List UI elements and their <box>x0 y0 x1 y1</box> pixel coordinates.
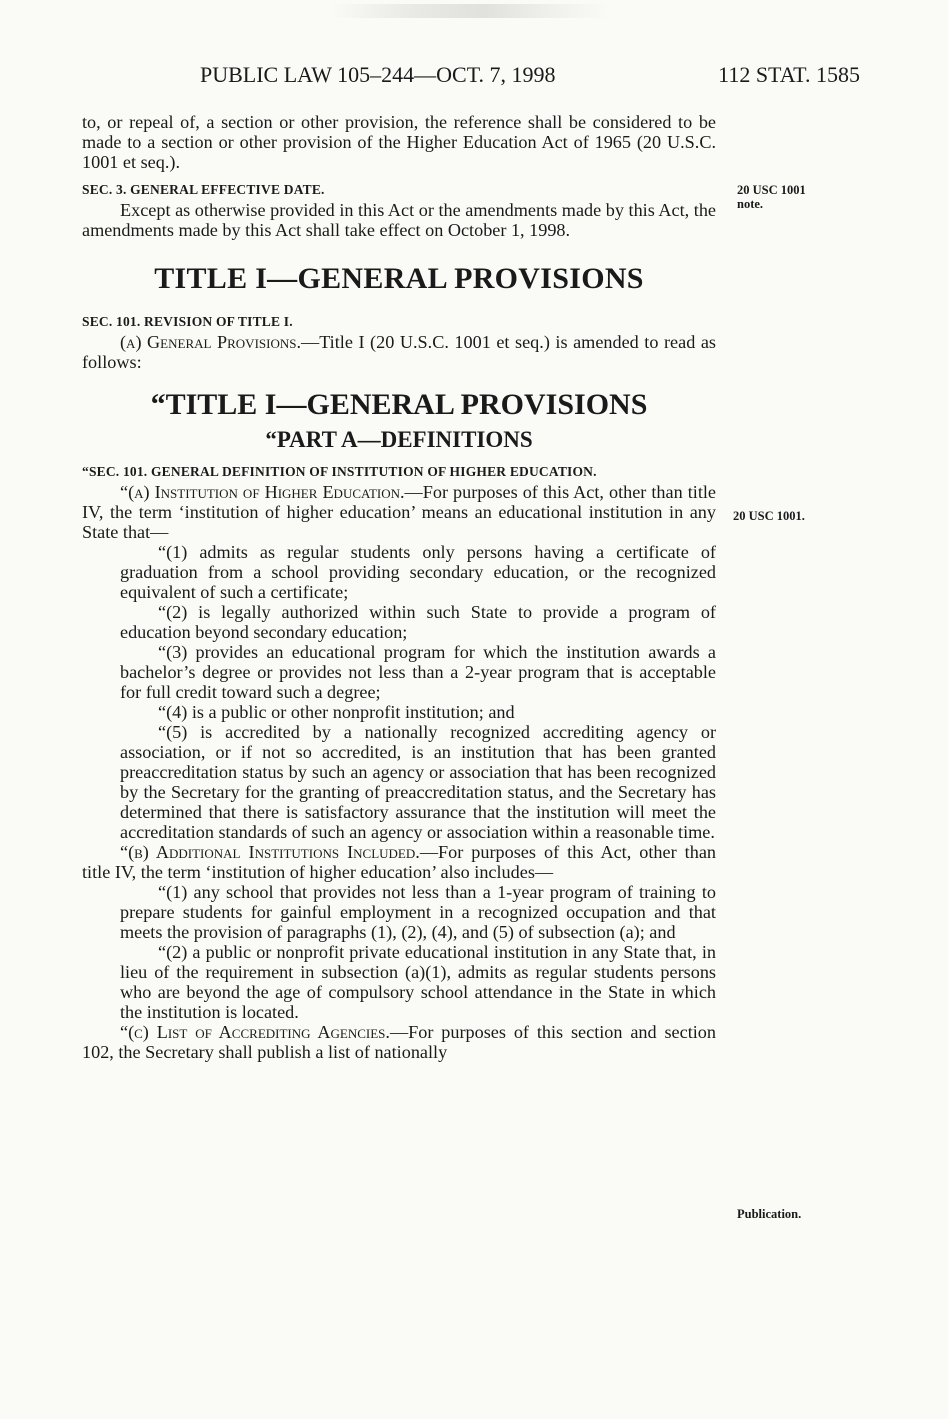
paragraph-a5: “(5) is accredited by a nationally recognized accrediting agency or association, or if not so accredited, is an institution that has been granted preaccreditation status by such an agency or association that has been recognized by the Secretary for the granting of preaccreditation status, and the Secretary has determined that there is satisfactory assurance that the institution will meet the accreditation standards of such an agency or association within a reasonable time. <box>120 722 716 842</box>
paragraph-a4: “(4) is a public or other nonprofit institution; and <box>158 702 515 722</box>
paragraph-b2: “(2) a public or nonprofit private educational institution in any State that, in lieu of the requirement in subsection (a)(1), admits as regular students persons who are beyond the age of compulsory school attendance in the State in which the institution is located. <box>120 942 716 1022</box>
sec3-heading: SEC. 3. GENERAL EFFECTIVE DATE. <box>82 182 325 197</box>
part-a-heading: “PART A—DEFINITIONS <box>265 427 533 452</box>
subsection-c-caption: “(c) List of Accrediting Agencies. <box>120 1022 390 1042</box>
subsection-a <box>82 482 716 542</box>
sec101-a-caption: (a) General Provisions. <box>120 332 302 352</box>
running-header <box>200 62 860 92</box>
paragraph-a3: “(3) provides an educational program for which the institution awards a bachelor’s degree or provides not less than a 2-year program that is acceptable for full credit toward such a degree; <box>120 642 716 702</box>
paragraph-a2: “(2) is legally authorized within such State to provide a program of education beyond secondary education; <box>120 602 716 642</box>
subsection-a-text: —For purposes of this Act, other than title IV, the term ‘institution of higher education’ means an educational institution in any State that— <box>82 482 716 542</box>
document-body <box>82 112 716 1062</box>
margin-note-publication: Publication. <box>737 1207 802 1221</box>
quoted-sec101-heading: “SEC. 101. GENERAL DEFINITION OF INSTITUTION OF HIGHER EDUCATION. <box>82 464 597 479</box>
intro-paragraph: to, or repeal of, a section or other provision, the reference shall be considered to be made to a section or other provision of the Higher Education Act of 1965 (20 U.S.C. 1001 et seq.). <box>82 112 716 172</box>
margin-note-effective-date <box>737 183 806 211</box>
subsection-a-caption: “(a) Institution of Higher Education. <box>120 482 405 502</box>
paragraph-b1: “(1) any school that provides not less than a 1-year program of training to prepare students for gainful employment in a recognized occupation and that meets the provision of paragraphs (1), (2), (4), and (5) of subsection (a); and <box>120 882 716 942</box>
subsection-b <box>82 842 716 882</box>
subsection-c-text: —For purposes of this section and section 102, the Secretary shall publish a list of nationally <box>82 1022 716 1062</box>
sec101-heading: SEC. 101. REVISION OF TITLE I. <box>82 314 293 329</box>
scan-smudge <box>330 4 610 18</box>
margin-note-line: note. <box>737 197 764 211</box>
sec101-a-paragraph <box>82 332 716 372</box>
subsection-b-text: —For purposes of this Act, other than title IV, the term ‘institution of higher education’ also includes— <box>82 842 716 882</box>
margin-note-sec101: 20 USC 1001. <box>733 509 805 523</box>
subsection-b-caption: “(b) Additional Institutions Included. <box>120 842 420 862</box>
header-law-citation: PUBLIC LAW 105–244—OCT. 7, 1998 <box>200 62 556 87</box>
sec101-a-text: —Title I (20 U.S.C. 1001 et seq.) is amended to read as follows: <box>82 332 716 372</box>
paragraph-a1: “(1) admits as regular students only persons having a certificate of graduation from a school providing secondary education, or the recognized equivalent of such a certificate; <box>120 542 716 602</box>
subsection-c <box>82 1022 716 1062</box>
sec3-text: Except as otherwise provided in this Act or the amendments made by this Act, the amendments made by this Act shall take effect on October 1, 1998. <box>82 200 716 240</box>
quoted-title-heading: “TITLE I—GENERAL PROVISIONS <box>150 388 648 421</box>
margin-note-line: 20 USC 1001 <box>737 183 806 197</box>
header-stat-page: 112 STAT. 1585 <box>718 62 860 87</box>
title-heading: TITLE I—GENERAL PROVISIONS <box>154 262 644 295</box>
